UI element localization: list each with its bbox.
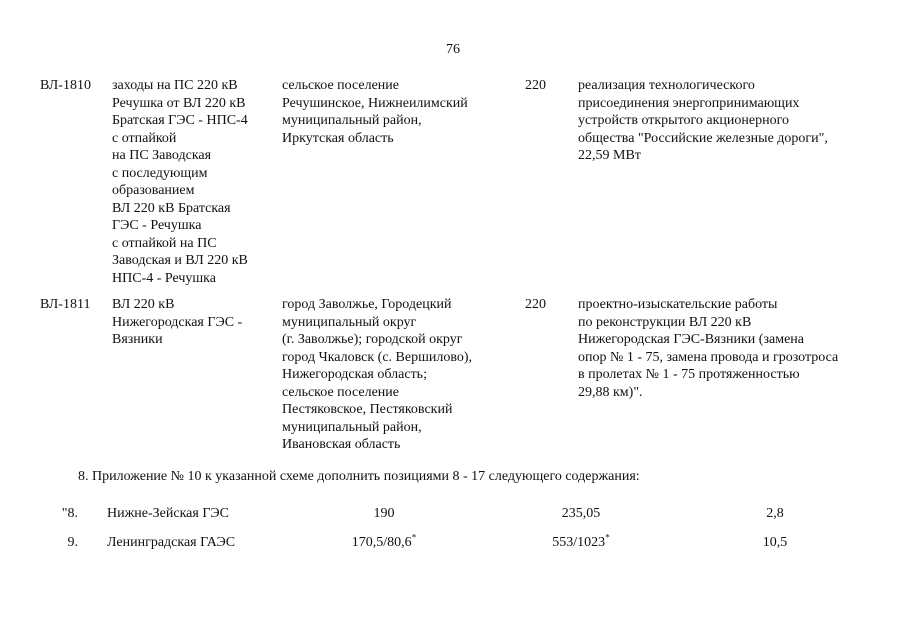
plant-ratio: 10,5 [762,535,788,550]
power-footnote-mark: * [411,532,417,543]
section-paragraph: 8. Приложение № 10 к указанной схеме дополнить позициями 8 - 17 следующего содержания: [78,469,640,484]
line-name-text: образованием [112,183,195,198]
line-name-text: ВЛ 220 кВ [112,297,175,312]
purpose-text: опор № 1 - 75, замена провода и грозотроса [578,349,839,365]
line-name-text: с последующим [112,165,208,181]
purpose-text: общества "Российские железные дороги", [578,130,828,146]
line-purpose [578,296,838,401]
line-name-text: Речушка от ВЛ 220 кВ [112,95,246,111]
line-name-text: НПС-4 - Речушка [112,270,216,286]
line-name-text: Нижегородская ГЭС - [112,314,243,330]
location-text: муниципальный район, [282,113,422,128]
location-text: Иркутская область [282,130,394,146]
line-name [112,296,242,349]
line-name-text: с отпайкой на ПС [112,235,217,251]
output-footnote-mark: * [605,532,610,543]
plant-power [339,534,429,552]
line-name-text: ВЛ 220 кВ Братская [112,200,231,216]
location-text: Пестяковское, Пестяковский [282,402,453,417]
line-voltage: 220 [525,297,546,312]
purpose-text: устройств открытого акционерного [578,113,789,128]
location-text: город Заволжье, Городецкий [282,297,452,312]
line-code: ВЛ-1810 [40,78,91,93]
purpose-text: 22,59 МВт [578,148,641,163]
purpose-text: реализация технологического [578,78,755,93]
line-name-text: ГЭС - Речушка [112,218,202,233]
purpose-text: Нижегородская ГЭС-Вязники (замена [578,332,804,347]
position-number: "8. [61,506,78,521]
output-value: 553/1023 [552,535,606,550]
line-location [282,77,468,147]
line-name-text: заходы на ПС 220 кВ [112,78,238,93]
line-name-text: Заводская и ВЛ 220 кВ [112,253,248,268]
line-voltage: 220 [525,78,546,93]
location-text: муниципальный округ [282,314,417,330]
line-name-text: Братская ГЭС - НПС-4 [112,113,248,128]
location-text: Ивановская область [282,437,401,452]
line-location [282,296,472,454]
page-number: 76 [446,42,460,57]
plant-output [536,534,626,552]
plant-ratio: 2,8 [766,506,784,521]
purpose-text: проектно-изыскательские работы [578,297,778,312]
plant-name: Ленинградская ГАЭС [107,535,236,550]
plant-name: Нижне-Зейская ГЭС [107,506,229,521]
line-purpose [578,77,828,165]
power-value: 170,5/80,6 [351,535,412,550]
line-name [112,77,248,287]
line-code: ВЛ-1811 [40,297,91,312]
line-name-text: Вязники [112,332,163,347]
line-name-text: с отпайкой [112,130,177,146]
output-value: 235,05 [561,506,601,521]
location-text: Нижегородская область; [282,367,427,382]
location-text: сельское поселение [282,384,399,400]
purpose-text: присоединения энергопринимающих [578,95,800,111]
location-text: город Чкаловск (с. Вершилово), [282,349,473,365]
location-text: Речушинское, Нижнеилимский [282,95,468,111]
power-value: 190 [373,506,395,521]
purpose-text: 29,88 км)". [578,384,643,400]
plant-output [536,505,626,523]
line-name-text: на ПС Заводская [112,148,212,163]
location-text: муниципальный район, [282,419,422,435]
plant-power [339,505,429,523]
location-text: сельское поселение [282,78,399,93]
location-text: (г. Заволжье); городской округ [282,332,463,347]
purpose-text: по реконструкции ВЛ 220 кВ [578,314,752,330]
purpose-text: в пролетах № 1 - 75 протяженностью [578,367,800,382]
position-number: 9. [67,535,78,550]
